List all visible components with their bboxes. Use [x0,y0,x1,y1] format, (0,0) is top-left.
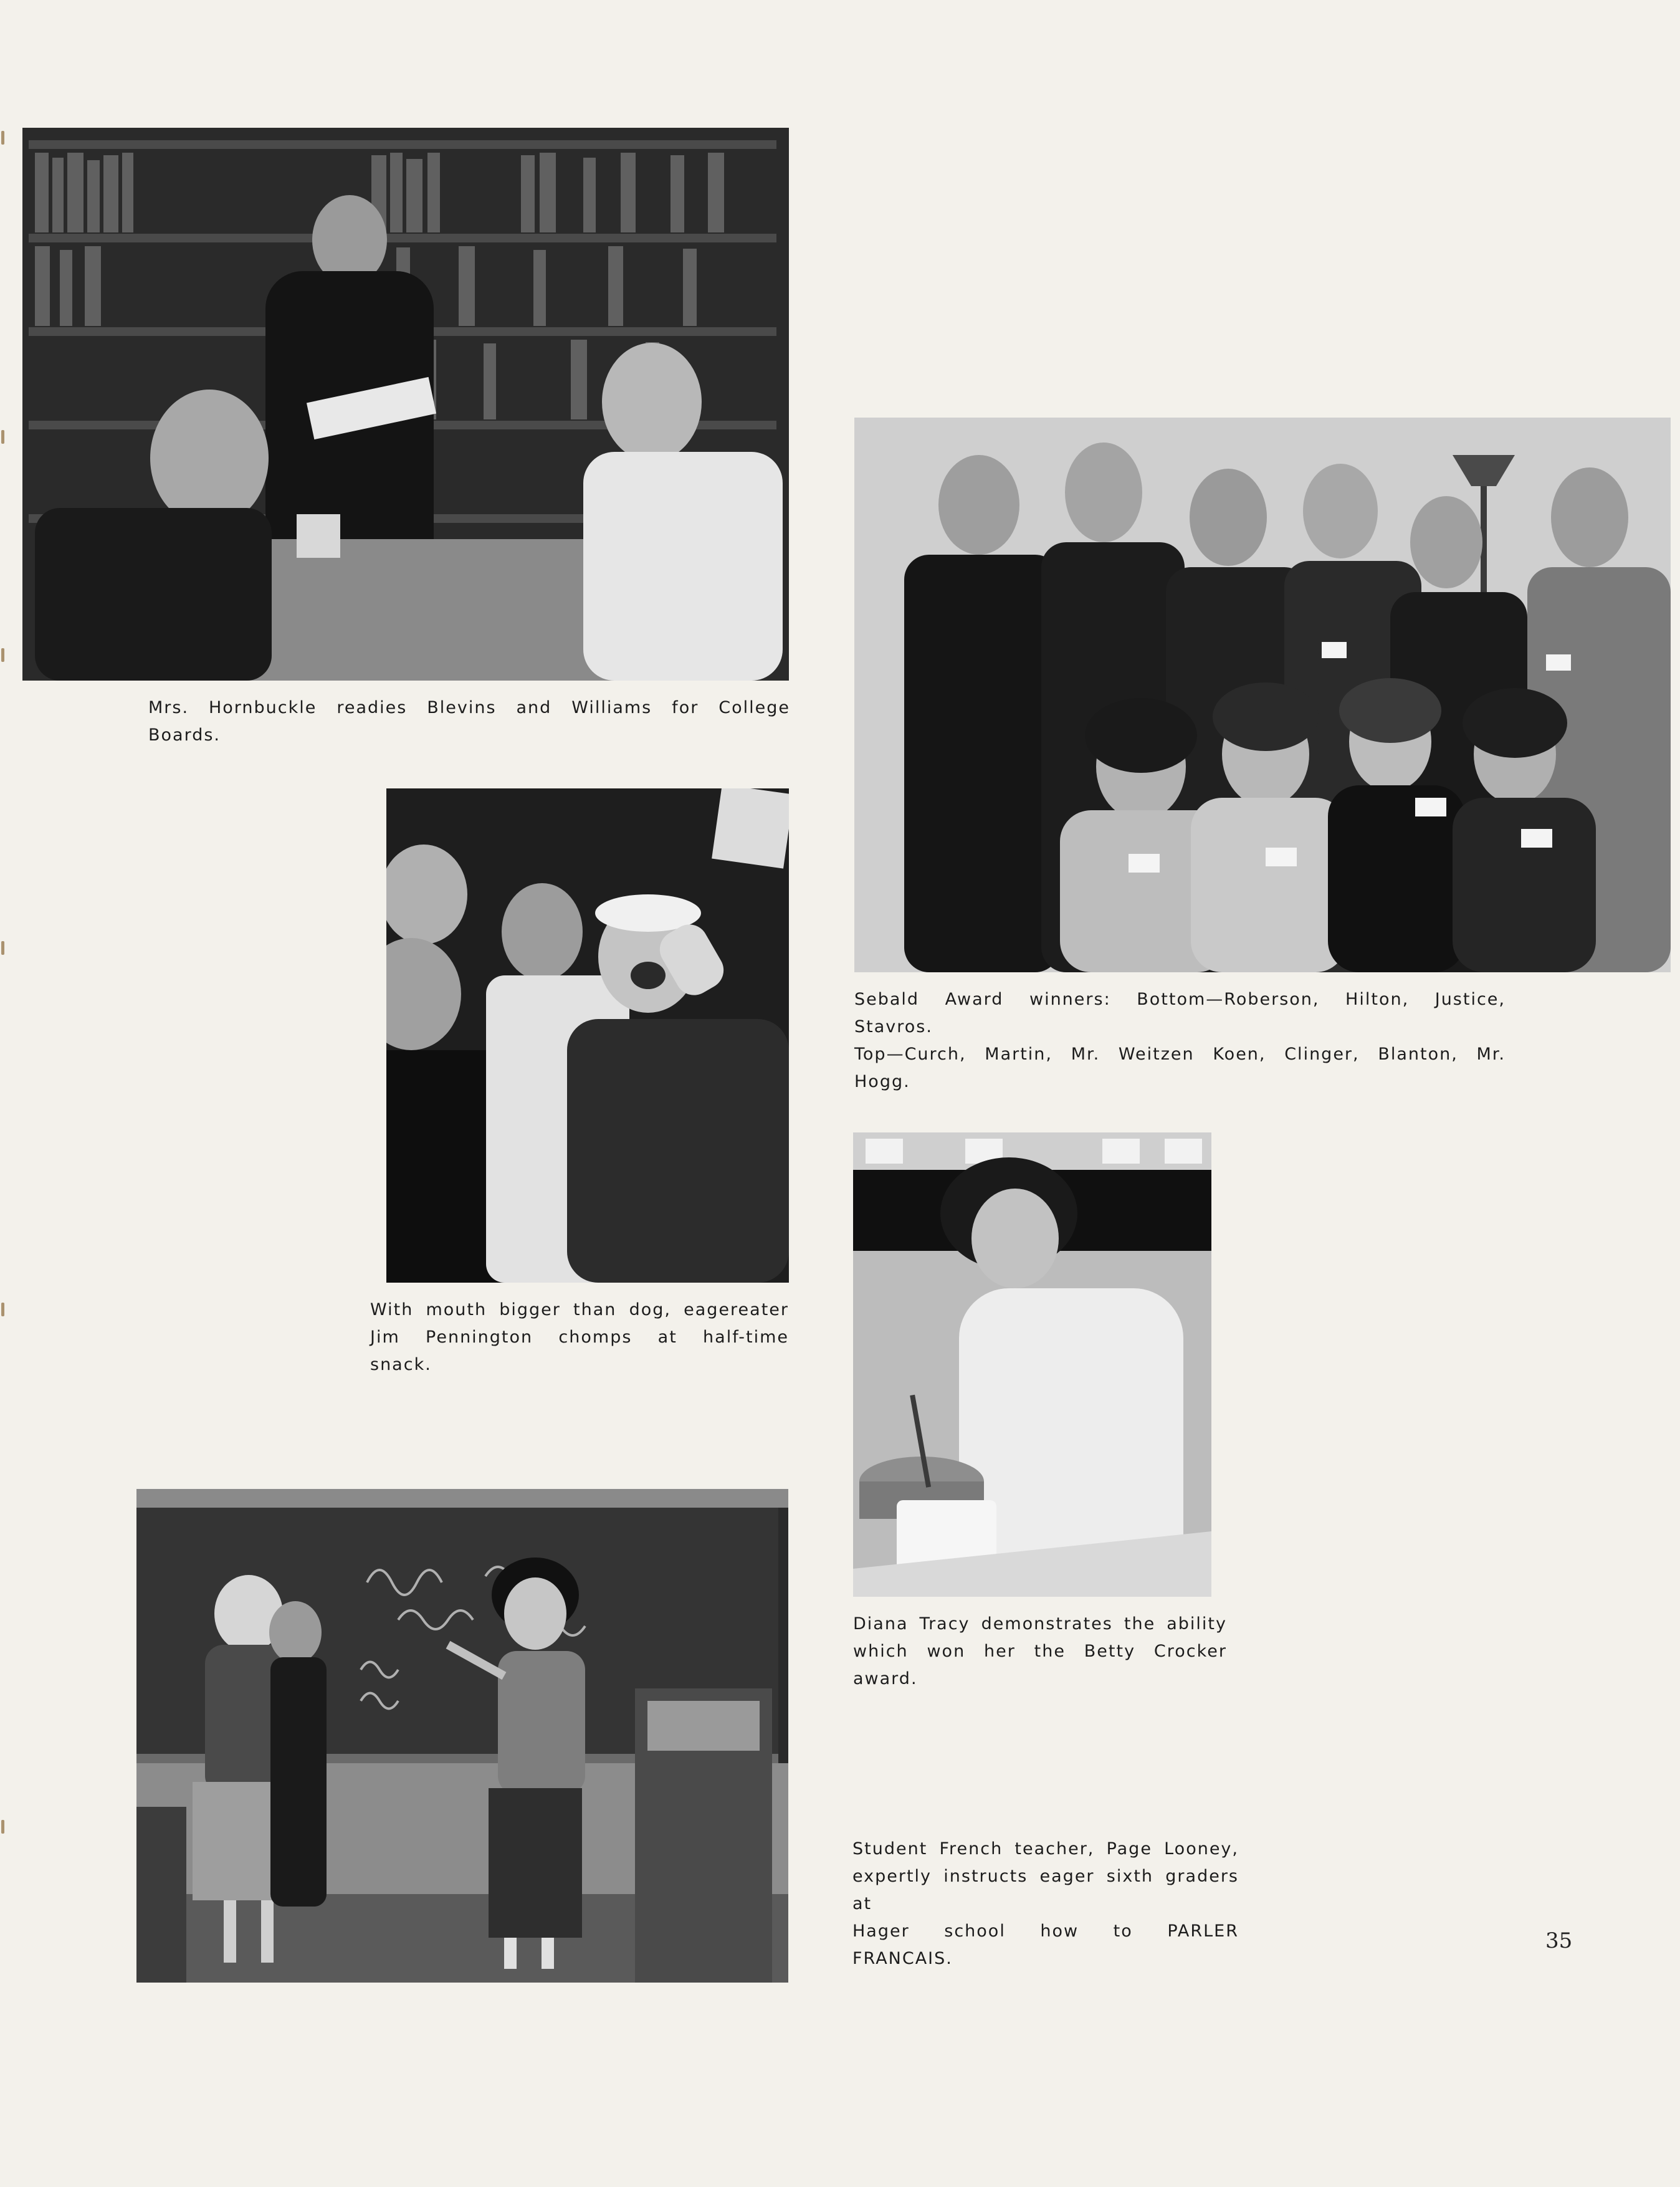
caption-line: which won her the Betty Crocker award. [853,1642,1227,1688]
caption-library [148,694,790,749]
caption-cooking [853,1610,1227,1693]
photo-cooking [853,1132,1211,1597]
caption-line: With mouth bigger than dog, eagereater [370,1300,789,1319]
photo-eater [386,788,789,1283]
library-illustration [22,128,789,681]
caption-line: expertly instructs eager sixth graders at [852,1867,1239,1913]
caption-line: Hager school how to PARLER FRANCAIS. [852,1921,1239,1968]
photo-sebald [854,418,1671,972]
page-number: 35 [1545,1928,1573,1953]
french-class-illustration [136,1489,788,1983]
sebald-illustration [854,418,1671,972]
caption-line: Top—Curch, Martin, Mr. Weitzen Koen, Clinger, Blanton, Mr. Hogg. [854,1045,1506,1091]
binding-mark [1,941,4,955]
caption-line: Jim Pennington chomps at half-time snack. [370,1328,789,1374]
caption-line: Sebald Award winners: Bottom—Roberson, Hilton, Justice, Stavros. [854,990,1506,1036]
binding-mark [1,430,4,444]
caption-line: Student French teacher, Page Looney, [852,1839,1239,1859]
binding-mark [1,1303,4,1316]
cooking-illustration [853,1132,1211,1597]
caption-line: Mrs. Hornbuckle readies Blevins and Williams for College Boards. [148,698,790,745]
binding-mark [1,1820,4,1834]
caption-french-class [852,1835,1239,1973]
eater-illustration [386,788,789,1283]
binding-mark [1,648,4,662]
photo-french-class [136,1489,788,1983]
caption-line: Diana Tracy demonstrates the ability [853,1614,1227,1634]
caption-eater [370,1296,789,1379]
caption-sebald [854,986,1506,1096]
binding-mark [1,131,4,145]
photo-library [22,128,789,681]
